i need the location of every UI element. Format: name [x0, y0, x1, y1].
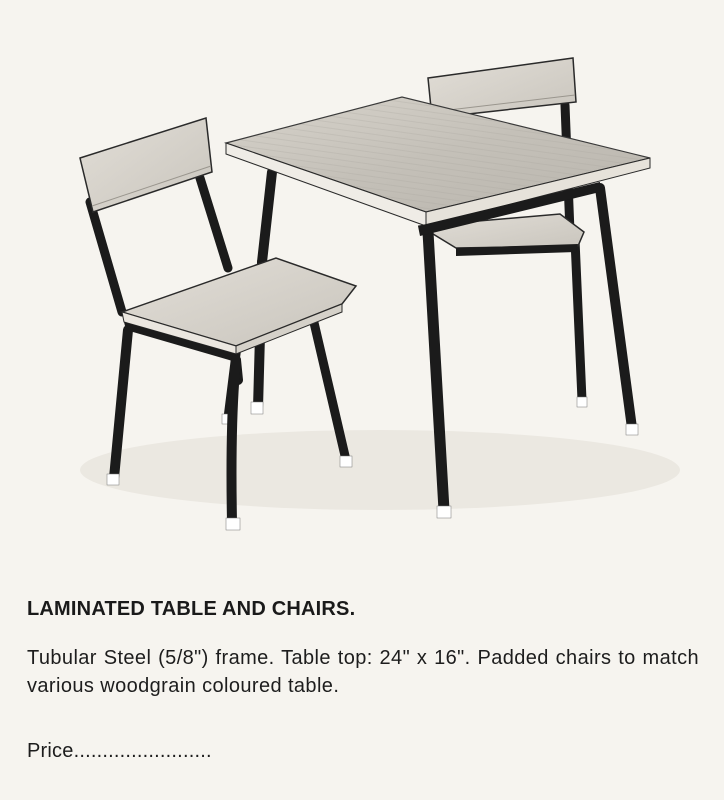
product-description: Tubular Steel (5/8") frame. Table top: 24" x 16". Padded chairs to match various woodgrain coloured table.: [27, 647, 699, 697]
floor-shadow: [80, 430, 680, 510]
price-line: Price........................: [27, 740, 212, 762]
product-heading: LAMINATED TABLE AND CHAIRS.: [27, 598, 356, 620]
